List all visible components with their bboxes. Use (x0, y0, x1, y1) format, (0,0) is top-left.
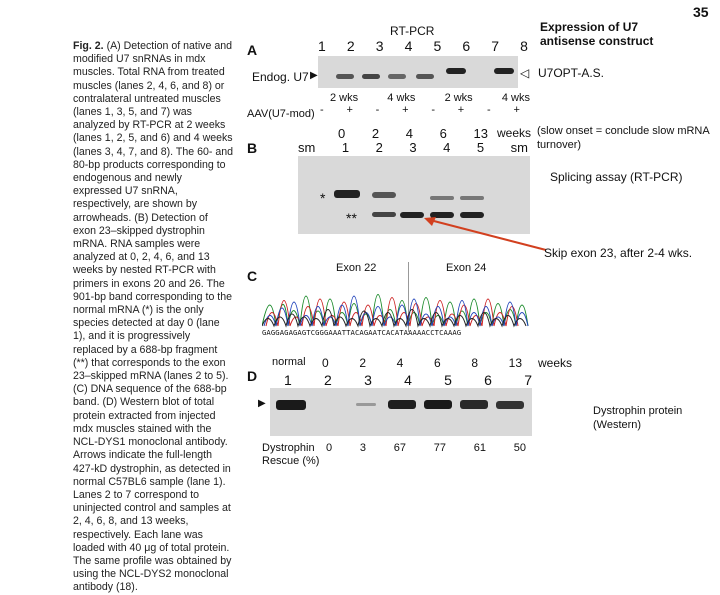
group-label: 4 wks (387, 92, 416, 104)
arrowhead-icon: ◁ (520, 66, 530, 80)
timepoint: 4 (396, 356, 404, 370)
panel-a-lanes (318, 38, 528, 54)
lane-label: 4 (443, 140, 451, 155)
timepoint: 13 (473, 126, 488, 141)
dystrophin-protein-label: Dystrophin protein (Western) (593, 405, 683, 431)
normal-label: normal (272, 356, 306, 368)
gel-band (362, 74, 380, 79)
panel-a-letter: A (247, 42, 258, 58)
lane-number: 4 (404, 38, 413, 54)
caption-text: (A) Detection of native and modified U7 snRNAs in mdx muscles. Total RNA from treated muscles (lanes 2, 4, 6, and 8) or contralateral untreated muscles (lanes 1, 3, 5, and 7) was analyzed by RT-PCR at 2 weeks (lanes 1, 2, 5, and 6) and 4 weeks (lanes 3, 4, 7, and 8). The 60- and 80-bp products corresponding to endogenous and newly expressed U7 snRNA, respectively, are shown by arrowheads. (B) Detection of exon 23–skipped dystrophin mRNA. RNA samples were analyzed at 0, 2, 4, 6, and 13 weeks by nested RT-PCR with primers in exons 20 and 26. The 901-bp band corresponding to the normal mRNA (*) is the only species detected at day 0 (lane 1), and it is progressively replaced by a 688-bp fragment (**) that corresponds to the exon 23–skipped mRNA (lanes 2 to 5). (C) DNA sequence of the 688-bp band. (D) Western blot of total protein extracted from injected mdx muscles stained with the NCL-DYS1 monoclonal antibody. Arrows indicate the full-length 427-kD dystrophin, as detected in normal C57BL6 sample (lane 1). Lanes 2 to 7 correspond to uninjected control and samples at 2, 4, 6, 8, and 13 weeks, respectively. Each lane was loaded with 40 μg of total protein. The same profile was obtained by using the NCL-DYS2 monoclonal antibody (18). (73, 40, 233, 594)
sign: + (402, 104, 409, 116)
timepoint: 0 (338, 126, 346, 141)
exon-left-label: Exon 22 (336, 262, 377, 274)
lane-number: 6 (462, 38, 471, 54)
gel-band (372, 212, 396, 217)
star-single: * (320, 190, 326, 206)
exon-right-label: Exon 24 (446, 262, 487, 274)
lane-number: 7 (524, 372, 532, 388)
lane-number: 2 (346, 38, 355, 54)
sign: - (487, 104, 491, 116)
rescue-value: 61 (473, 442, 486, 454)
gel-band (356, 403, 376, 406)
lane-number: 5 (444, 372, 452, 388)
lane-number: 7 (491, 38, 500, 54)
gel-band (336, 74, 354, 79)
weeks-label-b: weeks (497, 126, 532, 140)
rescue-value: 67 (393, 442, 406, 454)
gel-band (372, 192, 396, 198)
sign: - (375, 104, 380, 116)
gel-band (424, 400, 452, 409)
gel-band (416, 74, 434, 79)
timepoint: 2 (371, 126, 380, 141)
timepoint: 13 (508, 356, 522, 370)
panel-c-letter: C (247, 268, 258, 284)
rescue-value: 0 (326, 442, 333, 454)
rescue-values (326, 442, 526, 454)
lane-number: 8 (520, 38, 528, 54)
gel-band (388, 400, 416, 409)
arrowhead-icon: ▶ (310, 70, 318, 81)
lane-label: 5 (476, 140, 485, 155)
figure-caption (73, 40, 233, 595)
gel-band (388, 74, 406, 79)
red-arrow-icon (420, 214, 550, 254)
panel-d-timepoints (322, 356, 522, 370)
gel-band (494, 68, 514, 74)
lane-label: sm (510, 140, 528, 155)
lane-number: 5 (433, 38, 442, 54)
group-label: 2 wks (330, 92, 359, 104)
gel-band (460, 400, 488, 409)
star-double: ** (346, 210, 357, 226)
gel-band (334, 190, 360, 198)
rescue-value: 3 (359, 442, 366, 454)
lane-label: sm (298, 140, 316, 155)
gel-band (446, 68, 466, 74)
panel-a-groups (330, 92, 530, 104)
gel-a (318, 56, 518, 88)
lane-label: 3 (409, 140, 417, 155)
timepoint: 2 (359, 356, 367, 370)
lane-number: 3 (375, 38, 384, 54)
lane-label: 1 (341, 140, 350, 155)
caption-fig-label: Fig. 2. (73, 40, 104, 52)
panel-b-timepoints (338, 126, 488, 141)
splicing-assay-label: Splicing assay (RT-PCR) (550, 170, 683, 184)
sign: + (513, 104, 520, 116)
arrowhead-icon: ▶ (258, 398, 266, 409)
rescue-value: 77 (433, 442, 446, 454)
weeks-label-d: weeks (538, 356, 573, 370)
gel-d (270, 388, 532, 436)
rescue-label: Dystrophin Rescue (%) (262, 442, 320, 467)
gel-band (496, 401, 524, 409)
group-label: 2 wks (444, 92, 473, 104)
lane-number: 2 (324, 372, 332, 388)
timepoint: 8 (471, 356, 478, 370)
sign: + (346, 104, 353, 116)
gel-band (276, 400, 306, 410)
sign: - (320, 104, 324, 116)
lane-number: 4 (404, 372, 412, 388)
gel-band (430, 196, 454, 200)
lane-label: 2 (375, 140, 383, 155)
rescue-value: 50 (513, 442, 526, 454)
panel-a-signs (320, 104, 520, 116)
timepoint: 4 (405, 126, 413, 141)
gel-band (460, 196, 484, 200)
lane-number: 3 (364, 372, 372, 388)
timepoint: 0 (322, 356, 329, 370)
chromatogram (262, 278, 532, 328)
timepoint: 6 (433, 356, 441, 370)
rt-pcr-label: RT-PCR (390, 24, 435, 38)
u7opt-label: U7OPT-A.S. (538, 66, 605, 80)
panel-d-lanes (284, 372, 532, 388)
panel-b-lanes (298, 140, 528, 155)
sign: - (431, 104, 436, 116)
skip-exon-label: Skip exon 23, after 2-4 wks. (544, 246, 693, 260)
timepoint: 6 (439, 126, 447, 141)
group-label: 4 wks (501, 92, 530, 104)
lane-number: 1 (284, 372, 292, 388)
lane-number: 1 (318, 38, 326, 54)
slow-onset-label: (slow onset = conclude slow mRNA turnover) (537, 125, 710, 151)
aav-label: AAV(U7-mod) (247, 108, 315, 120)
lane-number: 6 (484, 372, 492, 388)
panel-d-letter: D (247, 368, 258, 384)
dna-sequence: GAGGAGAGAGTCGGGAAATTACAGAATCACATAAAAACCTCAAAG (262, 328, 462, 337)
endog-u7-label: Endog. U7 (252, 70, 309, 84)
slide-number: 35 (693, 4, 709, 20)
panel-b-letter: B (247, 140, 258, 156)
sign: + (457, 104, 465, 116)
expression-title: Expression of U7 antisense construct (540, 20, 654, 48)
